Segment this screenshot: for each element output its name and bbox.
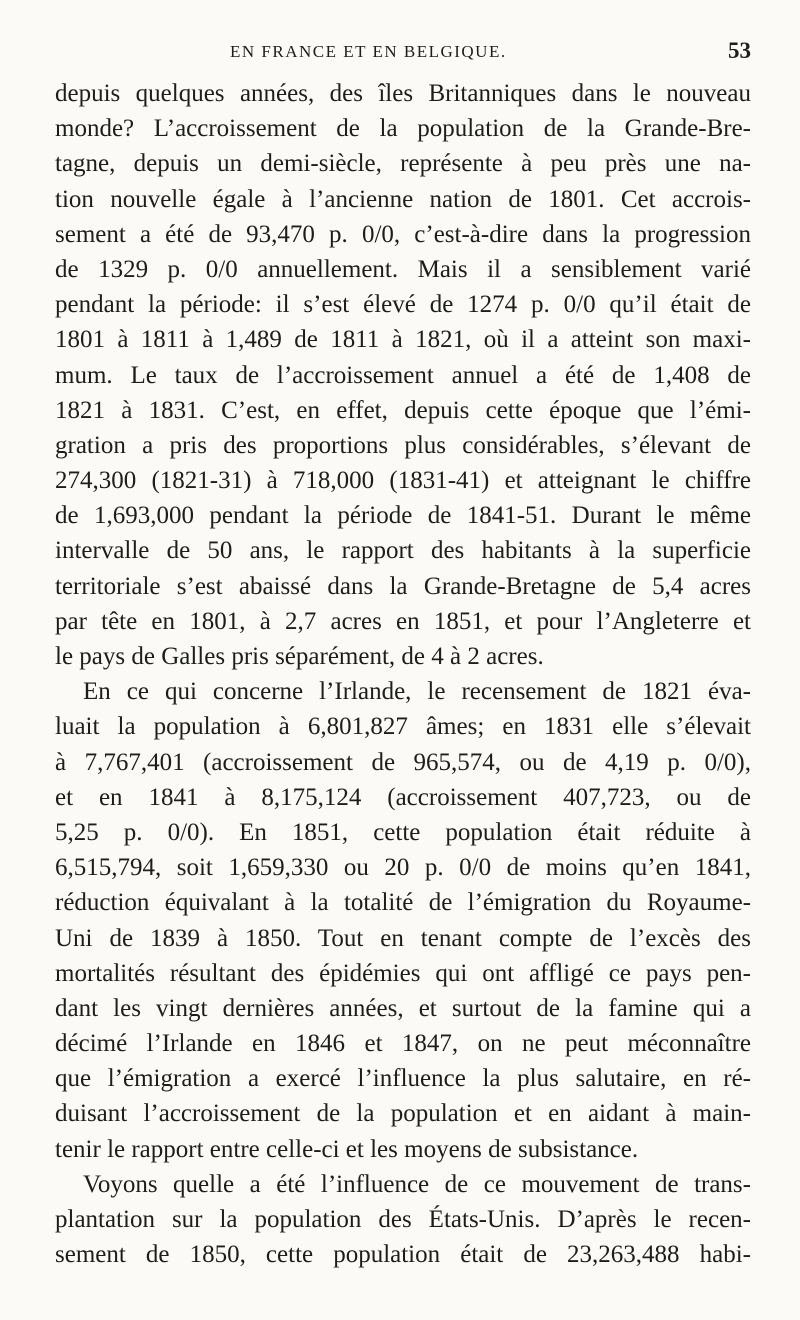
text-line: 6,515,794, soit 1,659,330 ou 20 p. 0/0 de moins qu’en 1841, (55, 854, 751, 882)
text-line: monde? L’accroissement de la population de la Grande-Bre- (55, 115, 751, 143)
text-line: tenir le rapport entre celle-ci et les moyens de subsistance. (55, 1135, 639, 1163)
text-line: décimé l’Irlande en 1846 et 1847, on ne peut méconnaître (55, 1030, 751, 1058)
text-line: de 1,693,000 pendant la période de 1841-51. Durant le même (55, 502, 751, 530)
paragraph-2 (55, 674, 751, 1167)
text-line: et en 1841 à 8,175,124 (accroissement 407,723, ou de (55, 783, 751, 811)
text-line: Voyons quelle a été l’influence de ce mouvement de trans- (83, 1170, 751, 1198)
text-line: de 1329 p. 0/0 annuellement. Mais il a sensiblement varié (55, 255, 751, 283)
text-line: le pays de Galles pris séparément, de 4 à 2 acres. (55, 643, 544, 670)
text-line: dant les vingt dernières années, et surtout de la famine qui a (55, 994, 751, 1022)
text-line: tagne, depuis un demi-siècle, représente à peu près une na- (55, 150, 751, 178)
text-line: 1801 à 1811 à 1,489 de 1811 à 1821, où il a atteint son maxi- (55, 326, 751, 354)
text-line: En ce qui concerne l’Irlande, le recensement de 1821 éva- (83, 678, 751, 706)
text-line: sement de 1850, cette population était de 23,263,488 habi- (55, 1241, 751, 1269)
text-line: mortalités résultant des épidémies qui ont affligé ce pays pen- (55, 959, 751, 987)
text-line: tion nouvelle égale à l’ancienne nation de 1801. Cet accrois- (55, 185, 751, 213)
body-text (55, 76, 751, 1272)
text-line: depuis quelques années, des îles Britanniques dans le nouveau (55, 80, 751, 107)
text-line: sement a été de 93,470 p. 0/0, c’est-à-dire dans la progression (55, 220, 751, 248)
text-line: plantation sur la population des États-Unis. D’après le recen- (55, 1206, 751, 1233)
paragraph-3 (55, 1167, 751, 1273)
text-line: mum. Le taux de l’accroissement annuel a été de 1,408 de (55, 361, 751, 389)
text-line: réduction équivalant à la totalité de l’émigration du Royaume- (55, 889, 751, 917)
text-line: 1821 à 1831. C’est, en effet, depuis cette époque que l’émi- (55, 396, 751, 424)
text-line: 5,25 p. 0/0). En 1851, cette population était réduite à (55, 818, 751, 846)
page-header (55, 38, 755, 72)
text-line: par tête en 1801, à 2,7 acres en 1851, et pour l’Angleterre et (55, 607, 751, 635)
page-number: 53 (728, 38, 751, 63)
text-line: que l’émigration a exercé l’influence la plus salutaire, en ré- (55, 1065, 751, 1093)
text-line: territoriale s’est abaissé dans la Grande-Bretagne de 5,4 acres (55, 572, 751, 600)
text-line: duisant l’accroissement de la population et en aidant à main- (55, 1100, 751, 1128)
text-line: à 7,767,401 (accroissement de 965,574, ou de 4,19 p. 0/0), (55, 748, 751, 776)
text-line: Uni de 1839 à 1850. Tout en tenant compte de l’excès des (55, 924, 751, 952)
text-line: pendant la période: il s’est élevé de 1274 p. 0/0 qu’il était de (55, 291, 751, 319)
text-line: gration a pris des proportions plus considérables, s’élevant de (55, 431, 751, 459)
running-head: EN FRANCE ET EN BELGIQUE. (230, 42, 507, 61)
text-line: luait la population à 6,801,827 âmes; en 1831 elle s’élevait (55, 713, 751, 741)
text-line: intervalle de 50 ans, le rapport des habitants à la superficie (55, 537, 751, 565)
paragraph-1 (55, 76, 751, 674)
text-line: 274,300 (1821-31) à 718,000 (1831-41) et atteignant le chiffre (55, 467, 751, 495)
